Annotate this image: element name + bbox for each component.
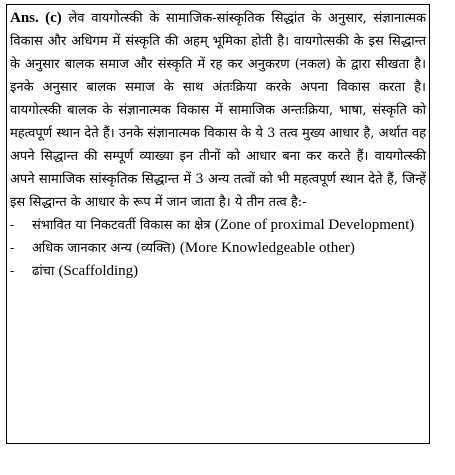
bullet-marker: -	[10, 241, 15, 256]
list-item-english: (Zone of proximal Development)	[214, 217, 415, 233]
bullet-marker: -	[10, 264, 15, 279]
list-item-mko	[10, 237, 426, 260]
answer-label: Ans. (c)	[10, 10, 62, 26]
list-item-english: (Scaffolding)	[58, 263, 139, 279]
answer-text: लेव वायगोत्स्की के सामाजिक-सांस्कृतिक सिद्धांत के अनुसार, संज्ञानात्मक विकास और अधिगम में संस्कृति की अहम् भूमिका होती है। वायगोत्सकी के इस सिद्धान्त के अनुसार बालक समाज और संस्कृति में रह कर अनुकरण (नकल) के द्वारा सीखता है। इनके अनुसार बालक समाज के साथ अंतःक्रिया करके अपना विकास करता है। वायगोत्स्की बालक के संज्ञानात्मक विकास में सामाजिक अन्तःक्रिया, भाषा, संस्कृति को महत्वपूर्ण स्थान देते हैं। उनके संज्ञानात्मक विकास के ये 3 तत्व मुख्य आधार है, अर्थात वह अपने सिद्धान्त की सम्पूर्ण व्याख्या इन तीनों को आधार बना कर करते हैं। वायगोत्स्की अपने सामाजिक सांस्कृतिक सिद्धान्त में 3 अन्य तत्वों को भी महत्वपूर्ण स्थान देते हैं, जिन्हें इस सिद्धान्त के आधार के रूप में जान जाता है। ये तीन तत्व है:-	[10, 11, 426, 210]
answer-box	[6, 4, 430, 444]
elements-list	[10, 214, 426, 283]
list-item-hindi: अधिक जानकार अन्य (व्यक्ति)	[32, 241, 176, 256]
list-item-hindi: ढांचा	[32, 264, 55, 279]
answer-paragraph	[10, 7, 426, 214]
list-item-hindi: संभावित या निकटवर्ती विकास का क्षेत्र	[32, 218, 211, 233]
list-item-zpd	[10, 214, 426, 237]
list-item-english: (More Knowledgeable other)	[179, 240, 355, 256]
list-item-scaffolding	[10, 260, 426, 283]
bullet-marker: -	[10, 218, 15, 233]
